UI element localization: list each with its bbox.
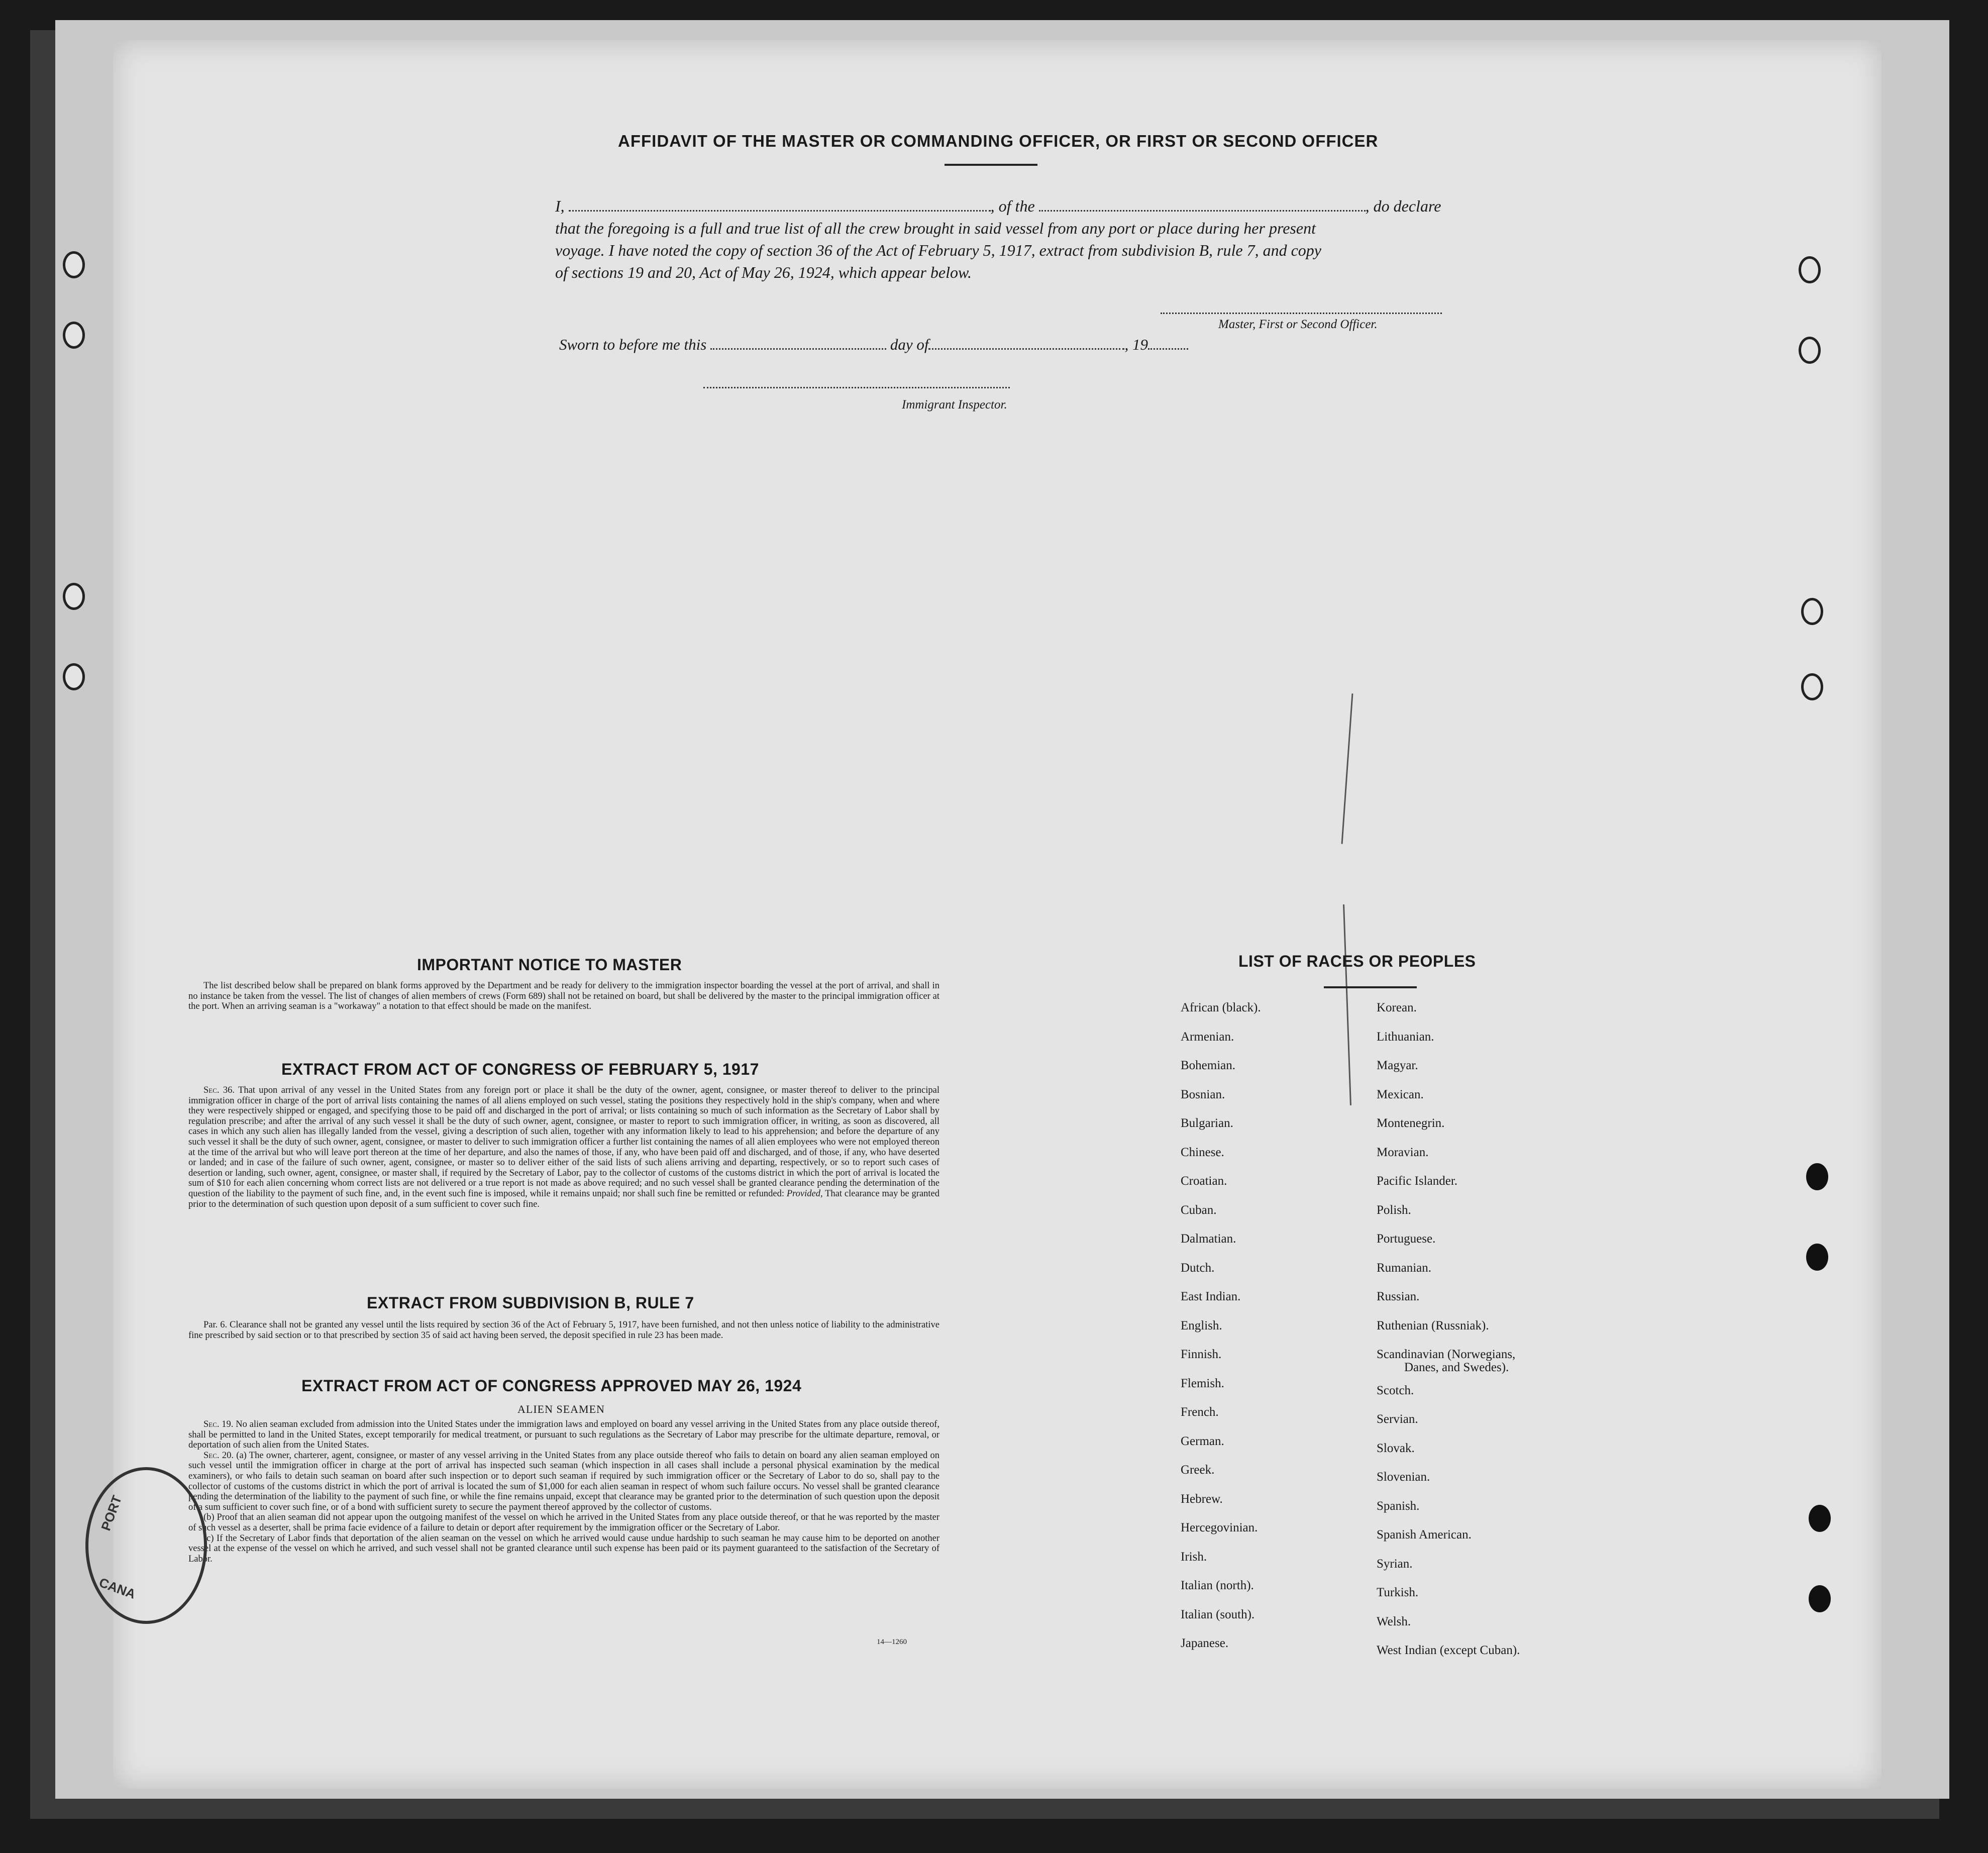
- sworn-year-blank[interactable]: [1148, 337, 1188, 350]
- race-item: Scotch.: [1377, 1383, 1414, 1397]
- binder-hole: [1806, 1163, 1828, 1190]
- race-item: Bulgarian.: [1181, 1116, 1233, 1130]
- of-the-label: , of the: [990, 197, 1035, 215]
- extract-1924-text: [188, 1419, 939, 1564]
- extract-rule7-title: EXTRACT FROM SUBDIVISION B, RULE 7: [367, 1294, 694, 1312]
- race-item: English.: [1181, 1318, 1222, 1332]
- race-item: Turkish.: [1377, 1586, 1419, 1599]
- binder-hole: [1809, 1505, 1831, 1532]
- race-item: Bosnian.: [1181, 1087, 1225, 1101]
- sworn-line: [559, 336, 1188, 354]
- race-item: Scandinavian (Norwegians,: [1377, 1348, 1516, 1361]
- race-item: Italian (north).: [1181, 1579, 1254, 1592]
- race-item: Mexican.: [1377, 1087, 1424, 1101]
- race-item: Ruthenian (Russniak).: [1377, 1318, 1489, 1332]
- race-item: Spanish.: [1377, 1499, 1420, 1513]
- sec-20c-text: (c) If the Secretary of Labor finds that deportation of the alien seaman on the vessel on which he arrived would cause undue hardship to such seaman he may cause him to be deported on another vessel at the expense of the vessel on which he arrived, and such vessel shall not be granted clearance until such expense has been paid or its payment guaranteed to the satisfaction of the Secretary of Labor.: [188, 1533, 939, 1564]
- pencil-mark: [1343, 904, 1351, 1105]
- sec-20a-text: (a) The owner, charterer, agent, consignee, or master of any vessel arriving in the United States from any place outside thereof who fails to detain on board any alien seaman employed on such vessel until the immigration officer in charge at the port of arrival has inspected such seaman (which inspection in all cases shall include a personal physical examination by the medical examiners), or who fails to detain such seaman on board after such inspection or to deport such seaman if required by such immigration officer or the Secretary of Labor to do so, shall pay to the collector of customs of the customs district in which the port of arrival is located the sum of $1,000 for each alien seaman in respect of whom such failure occurs. No vessel shall be granted clearance pending the determination of the liability to the payment of such fine, or while the fine remains unpaid, except that clearance may be granted prior to the determination of such question upon the deposit of a sum sufficient to cover such fine, or of a bond with sufficient surety to secure the payment thereof approved by the collector of customs.: [188, 1450, 939, 1512]
- binder-hole: [63, 322, 85, 349]
- affidavit-title: AFFIDAVIT OF THE MASTER OR COMMANDING OFFICER, OR FIRST OR SECOND OFFICER: [618, 132, 1379, 150]
- notice-paragraph: The list described below shall be prepared on blank forms approved by the Department and be ready for delivery to the immigration inspector boarding the vessel at the port of arrival, and shall in no instance be taken from the vessel. The list of changes of alien members of crews (Form 689) shall not be retained on board, but shall be delivered by the master to the principal immigration officer at the port. When an arriving seaman is a "workaway" a notation to that effect should be made on the manifest.: [188, 981, 939, 1012]
- binder-hole: [1809, 1585, 1831, 1612]
- race-item: Magyar.: [1377, 1059, 1418, 1072]
- master-signature-label: Master, First or Second Officer.: [1218, 318, 1378, 331]
- notice-title: IMPORTANT NOTICE TO MASTER: [417, 956, 682, 974]
- inspector-signature-line[interactable]: [703, 387, 1010, 388]
- inspector-label: Immigrant Inspector.: [902, 398, 1007, 411]
- stamp-text-top: PORT: [98, 1493, 125, 1533]
- proviso-text: That clearance may be granted prior to the determination of such question upon deposit of a sum sufficient to cover such fine.: [188, 1188, 940, 1209]
- proviso-label: Provided,: [786, 1188, 823, 1199]
- race-item: Spanish American.: [1377, 1528, 1472, 1541]
- alien-seamen-subtitle: ALIEN SEAMEN: [517, 1403, 605, 1415]
- race-item: Cuban.: [1181, 1203, 1217, 1217]
- binder-hole: [63, 583, 85, 610]
- binder-hole: [1801, 673, 1823, 700]
- affidavit-line-1: [555, 195, 1525, 217]
- declare-label: , do declare: [1365, 197, 1441, 215]
- extract-1924-title: EXTRACT FROM ACT OF CONGRESS APPROVED MAY 26, 1924: [301, 1377, 802, 1395]
- binder-hole: [1799, 256, 1821, 283]
- i-label: I,: [555, 197, 565, 215]
- title-rule: [945, 164, 1037, 166]
- sec-19-text: No alien seaman excluded from admission into the United States under the immigration laws and employed on board any vessel arriving in the United States from any place outside thereof, shall be permitted to land in the United States, except temporarily for medical treatment, or pursuant to such regulations as the Secretary of Labor may prescribe for the ultimate departure, removal, or deportation of such alien from the United States.: [188, 1419, 940, 1451]
- affidavit-line-3: voyage. I have noted the copy of section 36 of the Act of February 5, 1917, extract from subdivision B, rule 7, and copy: [555, 241, 1321, 259]
- race-item: Welsh.: [1377, 1614, 1411, 1628]
- race-item: Croatian.: [1181, 1174, 1227, 1188]
- form-number: 14—1260: [877, 1638, 907, 1646]
- race-item: East Indian.: [1181, 1290, 1241, 1303]
- binder-hole: [1801, 598, 1823, 625]
- master-signature-line[interactable]: [1161, 313, 1442, 314]
- rule7-paragraph: Par. 6. Clearance shall not be granted any vessel until the lists required by section 36 of the Act of February 5, 1917, have been furnished, and not then unless notice of liability to the administrative fine prescribed by said section or to that prescribed by section 35 of said act having been served, the deposit specified in rule 23 has been made.: [188, 1320, 939, 1341]
- name-blank[interactable]: [569, 199, 991, 212]
- extract-1917-title: EXTRACT FROM ACT OF CONGRESS OF FEBRUARY 5, 1917: [281, 1060, 759, 1078]
- stamp-text-bottom: CANA: [97, 1575, 138, 1602]
- notice-text: [188, 981, 939, 1012]
- extract-rule7-text: [188, 1320, 939, 1341]
- binder-hole: [1806, 1244, 1828, 1271]
- pencil-mark: [1341, 693, 1353, 844]
- affidavit-body: [555, 195, 1525, 283]
- binder-hole: [63, 251, 85, 278]
- race-item: Italian (south).: [1181, 1607, 1255, 1621]
- race-item: Japanese.: [1181, 1636, 1229, 1650]
- race-item: French.: [1181, 1405, 1219, 1419]
- race-item: Hercegovinian.: [1181, 1521, 1258, 1534]
- sec-36-text: That upon arrival of any vessel in the United States from any foreign port or place it shall be the duty of the owner, agent, consignee, or master thereof to deliver to the principal immigration officer in charge of the port of arrival lists containing the names of all aliens employed on such vessel, stating the positions they respectively hold in the ship's company, when and where they were respectively shipped or engaged, and specifying those to be paid off and discharged in the port of arrival; or lists containing so much of such information as the Secretary of Labor shall by regulation prescribe; and after the arrival of any such vessel it shall be the duty of such owner, agent, consignee, or master to report to such immigration officer, in writing, as soon as discovered, all cases in which any such alien has illegally landed from the vessel, giving a description of such alien, together with any information likely to lead to his apprehension; and before the departure of any such vessel it shall be the duty of such owner, agent, consignee, or master to deliver to such immigration officer a further list containing the names of all alien employees who were not employed thereon at the time of the arrival but who will leave port thereon at the time of her departure, and also the names of those, if any, who have been paid off and discharged, and of those, if any, who have deserted or landed; and in case of the failure of such owner, agent, consignee, or master so to deliver either of the said lists of such aliens arriving and departing, respectively, or so to report such cases of desertion or landing, such owner, agent, consignee, or master shall, if required by the Secretary of Labor, pay to the collector of customs of the customs district in which the port of arrival is located the sum of $10 for each alien concerning whom correct lists are not delivered or a true report is not made as above required; and no such vessel shall be granted clearance pending the determination of the question of the liability to the payment of such fine, and, in the event such fine is imposed, while it remains unpaid; nor shall such fine be remitted or refunded:: [188, 1085, 939, 1199]
- sec-20-label: Sec. 20.: [203, 1450, 234, 1461]
- extract-1917-text: [188, 1085, 939, 1209]
- race-item: Syrian.: [1377, 1557, 1413, 1571]
- race-item: Pacific Islander.: [1377, 1174, 1458, 1188]
- race-item: African (black).: [1181, 1001, 1261, 1014]
- race-item: Flemish.: [1181, 1376, 1224, 1390]
- race-item: Moravian.: [1377, 1145, 1429, 1159]
- sworn-day-blank[interactable]: [710, 337, 886, 350]
- year-label: , 19: [1124, 336, 1148, 353]
- affidavit-line-4: of sections 19 and 20, Act of May 26, 1924, which appear below.: [555, 263, 972, 281]
- race-item: Armenian.: [1181, 1030, 1234, 1044]
- race-item: Lithuanian.: [1377, 1030, 1434, 1044]
- race-item: Irish.: [1181, 1550, 1207, 1564]
- races-title: LIST OF RACES OR PEOPLES: [1238, 952, 1476, 970]
- race-item: Slovak.: [1377, 1441, 1415, 1455]
- race-item: Portuguese.: [1377, 1232, 1436, 1246]
- race-item: Finnish.: [1181, 1348, 1222, 1361]
- sec-36-label: Sec. 36.: [203, 1085, 235, 1095]
- sec-20b-text: (b) Proof that an alien seaman did not appear upon the outgoing manifest of the vessel on which he arrived in the United States from any place outside thereof, or that he was reported by the master of such vessel as a deserter, shall be prima facie evidence of a failure to detain or deport after requirement by the immigration officer or the Secretary of Labor.: [188, 1512, 939, 1533]
- race-item: Polish.: [1377, 1203, 1411, 1217]
- document-page: [97, 40, 1881, 1789]
- race-item: Dutch.: [1181, 1261, 1215, 1275]
- race-item: Hebrew.: [1181, 1492, 1223, 1506]
- races-rule: [1324, 986, 1417, 988]
- race-item-continuation: Danes, and Swedes).: [1404, 1361, 1509, 1374]
- sworn-month-blank[interactable]: [928, 337, 1124, 350]
- race-item: Montenegrin.: [1377, 1116, 1445, 1130]
- affidavit-line-2: that the foregoing is a full and true list of all the crew brought in said vessel from any port or place during her present: [555, 219, 1316, 237]
- race-item: Russian.: [1377, 1290, 1420, 1303]
- sworn-label: Sworn to before me this: [559, 336, 707, 353]
- race-item: Rumanian.: [1377, 1261, 1432, 1275]
- race-item: Korean.: [1377, 1001, 1417, 1014]
- binder-hole: [63, 663, 85, 690]
- day-of-label: day of: [890, 336, 929, 353]
- port-stamp: [85, 1467, 207, 1624]
- race-item: Slovenian.: [1377, 1470, 1430, 1484]
- race-item: Bohemian.: [1181, 1059, 1236, 1072]
- race-item: Servian.: [1377, 1412, 1418, 1426]
- sec-19-label: Sec. 19.: [203, 1419, 234, 1429]
- race-item: German.: [1181, 1434, 1224, 1448]
- race-item: West Indian (except Cuban).: [1377, 1643, 1520, 1657]
- binder-hole: [1799, 337, 1821, 364]
- race-item: Dalmatian.: [1181, 1232, 1236, 1246]
- race-item: Chinese.: [1181, 1145, 1224, 1159]
- race-item: Greek.: [1181, 1463, 1215, 1477]
- vessel-blank[interactable]: [1039, 199, 1366, 212]
